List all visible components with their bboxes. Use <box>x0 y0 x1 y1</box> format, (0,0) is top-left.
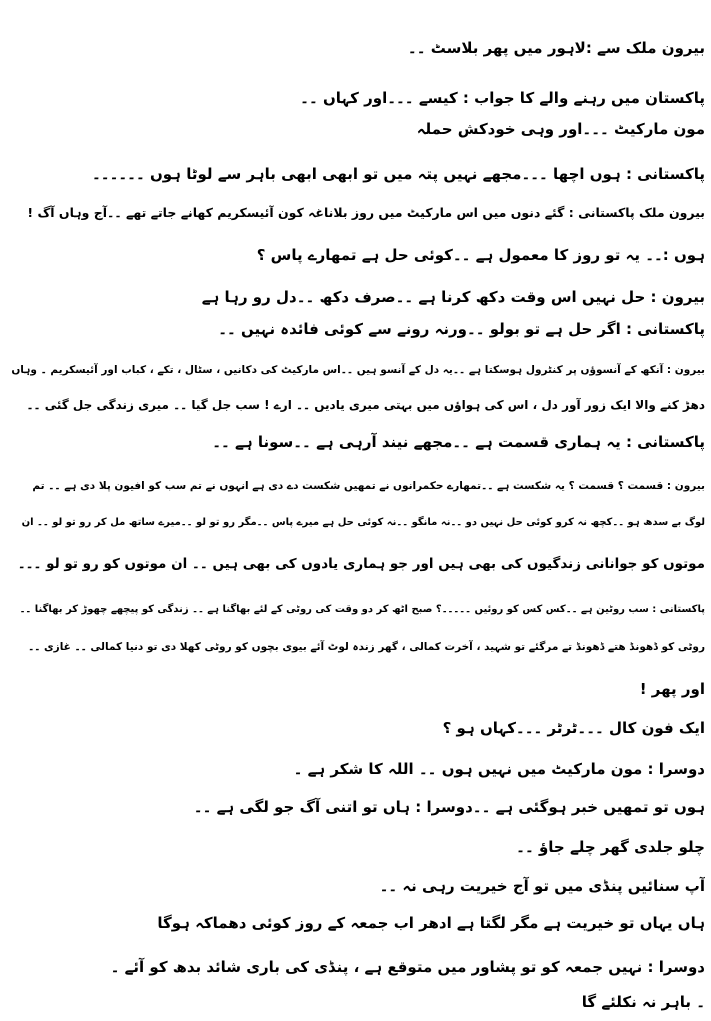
text-line: ہوں تو تمھیں خبر ہوگئی ہے ۔۔دوسرا : ہاں تو اتنی آگ جو لگی ہے ۔۔ <box>193 798 705 816</box>
text-line: آپ سنائیں پنڈی میں تو آج خیریت رہی نہ ۔۔ <box>379 877 705 895</box>
text-line: ۔ باہر نہ نکلئے گا <box>581 993 705 1011</box>
text-line: پاکستان میں رہنے والے کا جواب : کیسے ۔۔۔اور کہاں ۔۔ <box>300 89 705 107</box>
text-line: دھڑ کنے والا ایک زور آور دل ، اس کی ہواؤں میں بہتی میری یادیں ۔۔ ارے ! سب جل گیا ۔۔ میری زندگی جل گئی ۔۔ <box>26 398 705 412</box>
text-line: ہاں یہاں تو خیریت ہے مگر لگتا ہے ادھر اب جمعہ کے روز کوئی دھماکہ ہوگا <box>157 914 705 932</box>
text-line: بیرون : قسمت ؟ قسمت ؟ یہ شکست ہے ۔۔تمھارے حکمرانوں نے تمھیں شکست دے دی ہے انہوں نے تم سب کو افیون پلا دی ہے ۔۔ تم <box>32 480 705 492</box>
text-line: پاکستانی : ہوں اچھا ۔۔۔مجھے نہیں پتہ میں تو ابھی ابھی باہر سے لوٹا ہوں ۔۔۔۔۔۔ <box>92 165 705 183</box>
text-line: ایک فون کال ۔۔۔ٹرٹر ۔۔۔کہاں ہو ؟ <box>442 719 705 737</box>
text-line: اور پھر ! <box>639 680 705 698</box>
text-line: موتوں کو جوانانی زندگیوں کی بھی ہیں اور جو ہماری یادوں کی بھی ہیں ۔۔ ان موتوں کو رو تو لو ۔۔۔ <box>17 556 705 572</box>
text-line: روٹی کو ڈھونڈ ھتے ڈھونڈ تے مرگئے تو شہید ، آخرت کمالی ، گھر زندہ لوٹ آئے بیوی بچوں کو روٹی کھلا دی تو دنیا کمالی ۔۔ غازی ۔۔ <box>28 641 705 653</box>
text-line: بیرون : آنکھ کے آنسوؤں پر کنٹرول ہوسکتا ہے ۔۔یہ دل کے آنسو ہیں ۔۔اس مارکیٹ کی دکانیں ، سٹال ، تکے ، کباب اور آئیسکریم ۔ وہاں <box>11 364 705 376</box>
text-line: بیرون ملک سے :لاہور میں پھر بلاسٹ ۔۔ <box>407 39 705 57</box>
text-line: پاکستانی : اگر حل ہے تو بولو ۔۔ورنہ رونے سے کوئی فائدہ نہیں ۔۔ <box>218 320 705 338</box>
text-line: پاکستانی : یہ ہماری قسمت ہے ۔۔مجھے نیند آرہی ہے ۔۔سونا ہے ۔۔ <box>212 433 705 451</box>
text-line: بیرون : حل نہیں اس وقت دکھ کرنا ہے ۔۔صرف دکھ ۔۔دل رو رہا ہے <box>201 288 705 306</box>
text-line: لوگ بے سدھ ہو ۔۔کچھ نہ کرو کوئی حل نہیں دو ۔۔نہ مانگو ۔۔نہ کوئی حل ہے میرے پاس ۔۔مگر رو تو لو ۔۔میرے ساتھ مل کر رو تو لو ۔۔ ان <box>21 517 705 528</box>
text-line: دوسرا : نہیں جمعہ کو تو پشاور میں متوقع ہے ، پنڈی کی باری شائد بدھ کو آئے ۔ <box>110 958 705 976</box>
text-line: پاکستانی : سب روٹین ہے ۔۔کس کس کو روئیں ۔۔۔۔۔؟ صبح اٹھ کر دو وقت کی روٹی کے لئے بھاگنا ہے ۔۔ زندگی کو پیچھے چھوڑ کر بھاگنا ۔۔ <box>19 604 705 615</box>
text-line: چلو جلدی گھر چلے جاؤ ۔۔ <box>516 838 705 856</box>
text-line: مون مارکیٹ ۔۔۔اور وہی خودکش حملہ <box>416 120 705 138</box>
text-line: ہوں :۔۔ یہ تو روز کا معمول ہے ۔۔کوئی حل ہے تمھارے پاس ؟ <box>256 246 705 264</box>
text-line: دوسرا : مون مارکیٹ میں نہیں ہوں ۔۔ اللہ کا شکر ہے ۔ <box>293 760 705 778</box>
text-line: بیرون ملک پاکستانی : گئے دنوں میں اس مارکیٹ میں روز بلاناغہ کون آئیسکریم کھانے جاتے تھے ۔۔آج وہاں آگ ! <box>27 205 705 220</box>
